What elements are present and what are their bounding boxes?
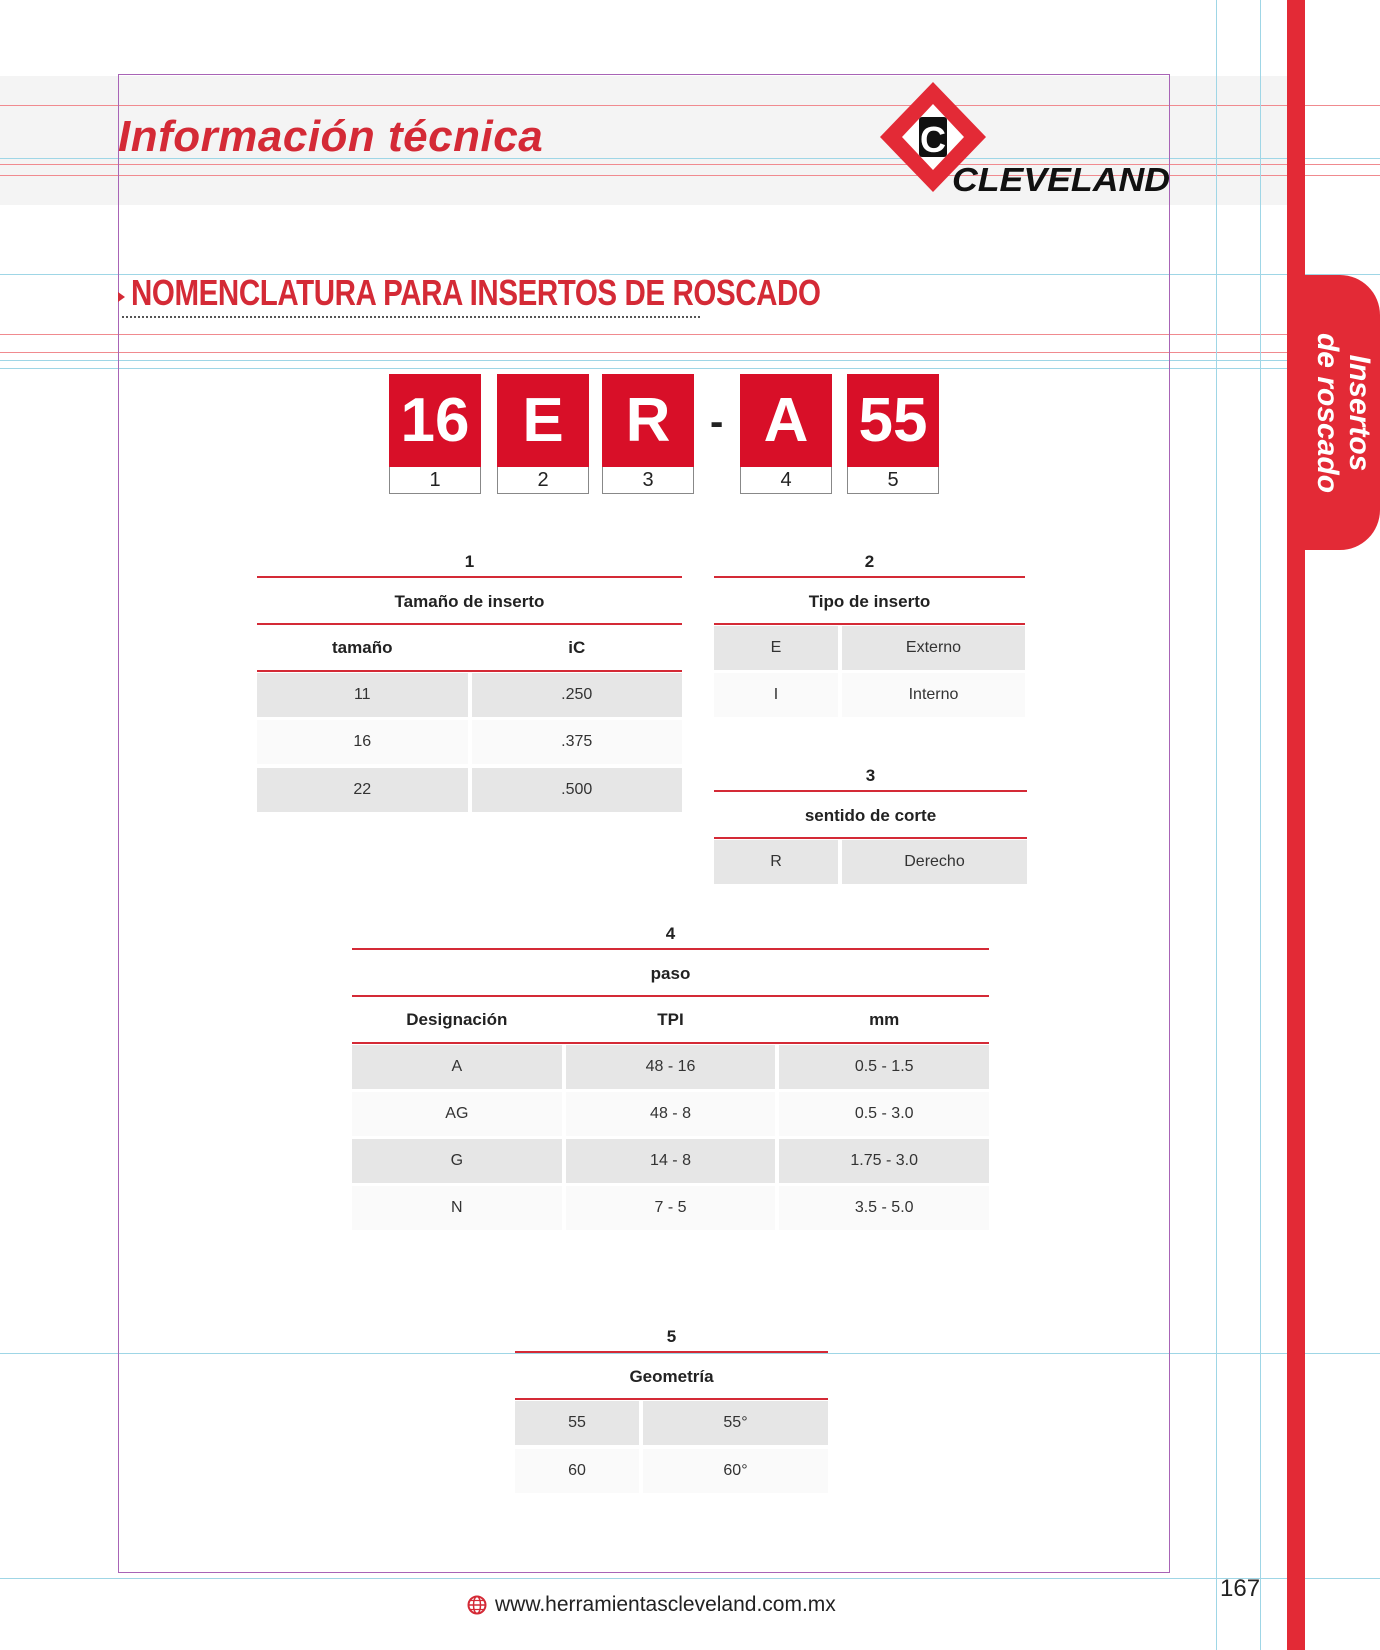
table-cell: E <box>714 626 838 670</box>
table-caption: paso <box>650 964 691 983</box>
table-cell: N <box>352 1186 562 1230</box>
code-part-value: A <box>740 374 832 467</box>
table-cell: Interno <box>842 673 1025 717</box>
svg-text:®: ® <box>904 110 912 121</box>
table-header-row <box>352 998 989 1042</box>
table-rule <box>515 1398 828 1400</box>
table-cell: 55 <box>515 1401 639 1445</box>
guide-line <box>0 1578 1380 1579</box>
table-cell: 48 - 8 <box>566 1092 776 1136</box>
table-row <box>257 720 682 764</box>
table-caption: Geometría <box>629 1367 714 1386</box>
table-row <box>352 1092 989 1136</box>
table-cell: .500 <box>472 768 683 812</box>
side-tab-line-1: Insertos <box>1342 354 1376 471</box>
table-number: 5 <box>666 1327 677 1346</box>
table-row <box>352 1139 989 1183</box>
column-header: iC <box>568 638 586 657</box>
table-rule <box>352 1042 989 1044</box>
table-cell: 60 <box>515 1449 639 1493</box>
table-rule <box>714 576 1025 578</box>
section-underline <box>122 316 700 318</box>
table-cell: I <box>714 673 838 717</box>
section-arrow-icon <box>118 292 125 302</box>
code-separator: - <box>710 400 724 444</box>
table-cell: 55° <box>643 1401 828 1445</box>
column-header: Designación <box>406 1010 508 1029</box>
page-number: 167 <box>1220 1575 1261 1602</box>
section-side-tab <box>1305 275 1380 550</box>
table-rule <box>257 670 682 672</box>
page-title: Información técnica <box>118 112 544 161</box>
globe-icon <box>467 1595 487 1615</box>
table-row <box>257 768 682 812</box>
table-row <box>515 1401 828 1445</box>
table-rule <box>352 948 989 950</box>
table-caption: Tamaño de inserto <box>394 592 545 611</box>
table-cell: .375 <box>472 720 683 764</box>
svg-text:CLEVELAND: CLEVELAND <box>952 161 1170 198</box>
code-part-geometry <box>847 374 939 495</box>
table-row <box>714 673 1025 717</box>
table-number: 4 <box>665 924 676 943</box>
table-row <box>257 673 682 717</box>
code-part-size <box>389 374 481 495</box>
svg-text:C: C <box>920 119 946 160</box>
table-cell: 22 <box>257 768 468 812</box>
footer-website[interactable] <box>467 1593 836 1617</box>
code-part-value: R <box>602 374 694 467</box>
table-rule <box>352 995 989 997</box>
table-rule <box>714 623 1025 625</box>
table-caption: Tipo de inserto <box>808 592 931 611</box>
guide-line <box>1216 0 1217 1650</box>
code-part-index: 1 <box>389 467 481 494</box>
table-cell: .250 <box>472 673 683 717</box>
table-rule <box>257 623 682 625</box>
code-part-type <box>497 374 589 495</box>
code-part-direction <box>602 374 694 495</box>
table-insert-type <box>714 550 1025 720</box>
table-cell: Externo <box>842 626 1025 670</box>
table-row <box>515 1449 828 1493</box>
table-cell: 1.75 - 3.0 <box>779 1139 989 1183</box>
column-header: mm <box>869 1010 900 1029</box>
table-cell: 3.5 - 5.0 <box>779 1186 989 1230</box>
table-rule <box>714 790 1027 792</box>
table-cell: 60° <box>643 1449 828 1493</box>
table-header-row <box>257 626 682 670</box>
footer-url[interactable]: www.herramientascleveland.com.mx <box>495 1593 836 1616</box>
table-cell: 11 <box>257 673 468 717</box>
table-cell: A <box>352 1045 562 1089</box>
section-title: NOMENCLATURA PARA INSERTOS DE ROSCADO <box>131 272 821 313</box>
table-insert-size <box>257 550 682 820</box>
table-row <box>352 1186 989 1230</box>
table-cell: 7 - 5 <box>566 1186 776 1230</box>
table-cut-direction <box>714 764 1027 886</box>
table-rule <box>714 837 1027 839</box>
table-pitch <box>352 922 989 1232</box>
table-cell: G <box>352 1139 562 1183</box>
table-row <box>352 1045 989 1089</box>
table-geometry <box>515 1325 828 1495</box>
table-number: 1 <box>464 552 475 571</box>
code-part-value: 55 <box>847 374 939 467</box>
column-header: TPI <box>657 1010 684 1029</box>
table-cell: R <box>714 840 838 884</box>
table-cell: 16 <box>257 720 468 764</box>
code-part-index: 2 <box>497 467 589 494</box>
guide-line <box>1260 0 1261 1650</box>
table-cell: AG <box>352 1092 562 1136</box>
code-part-index: 4 <box>740 467 832 494</box>
table-cell: 0.5 - 1.5 <box>779 1045 989 1089</box>
table-row <box>714 840 1027 884</box>
code-part-value: 16 <box>389 374 481 467</box>
table-rule <box>515 1351 828 1353</box>
table-cell: Derecho <box>842 840 1027 884</box>
cleveland-logo <box>874 78 1174 204</box>
table-caption: sentido de corte <box>804 806 937 825</box>
table-rule <box>257 576 682 578</box>
code-part-index: 3 <box>602 467 694 494</box>
column-header: tamaño <box>332 638 393 657</box>
table-cell: 14 - 8 <box>566 1139 776 1183</box>
table-row <box>714 626 1025 670</box>
code-part-pitch <box>740 374 832 495</box>
side-tab-line-2: de roscado <box>1310 332 1344 493</box>
table-number: 2 <box>864 552 875 571</box>
side-red-bar <box>1287 0 1305 1650</box>
table-number: 3 <box>865 766 876 785</box>
code-part-value: E <box>497 374 589 467</box>
code-part-index: 5 <box>847 467 939 494</box>
table-cell: 48 - 16 <box>566 1045 776 1089</box>
table-cell: 0.5 - 3.0 <box>779 1092 989 1136</box>
